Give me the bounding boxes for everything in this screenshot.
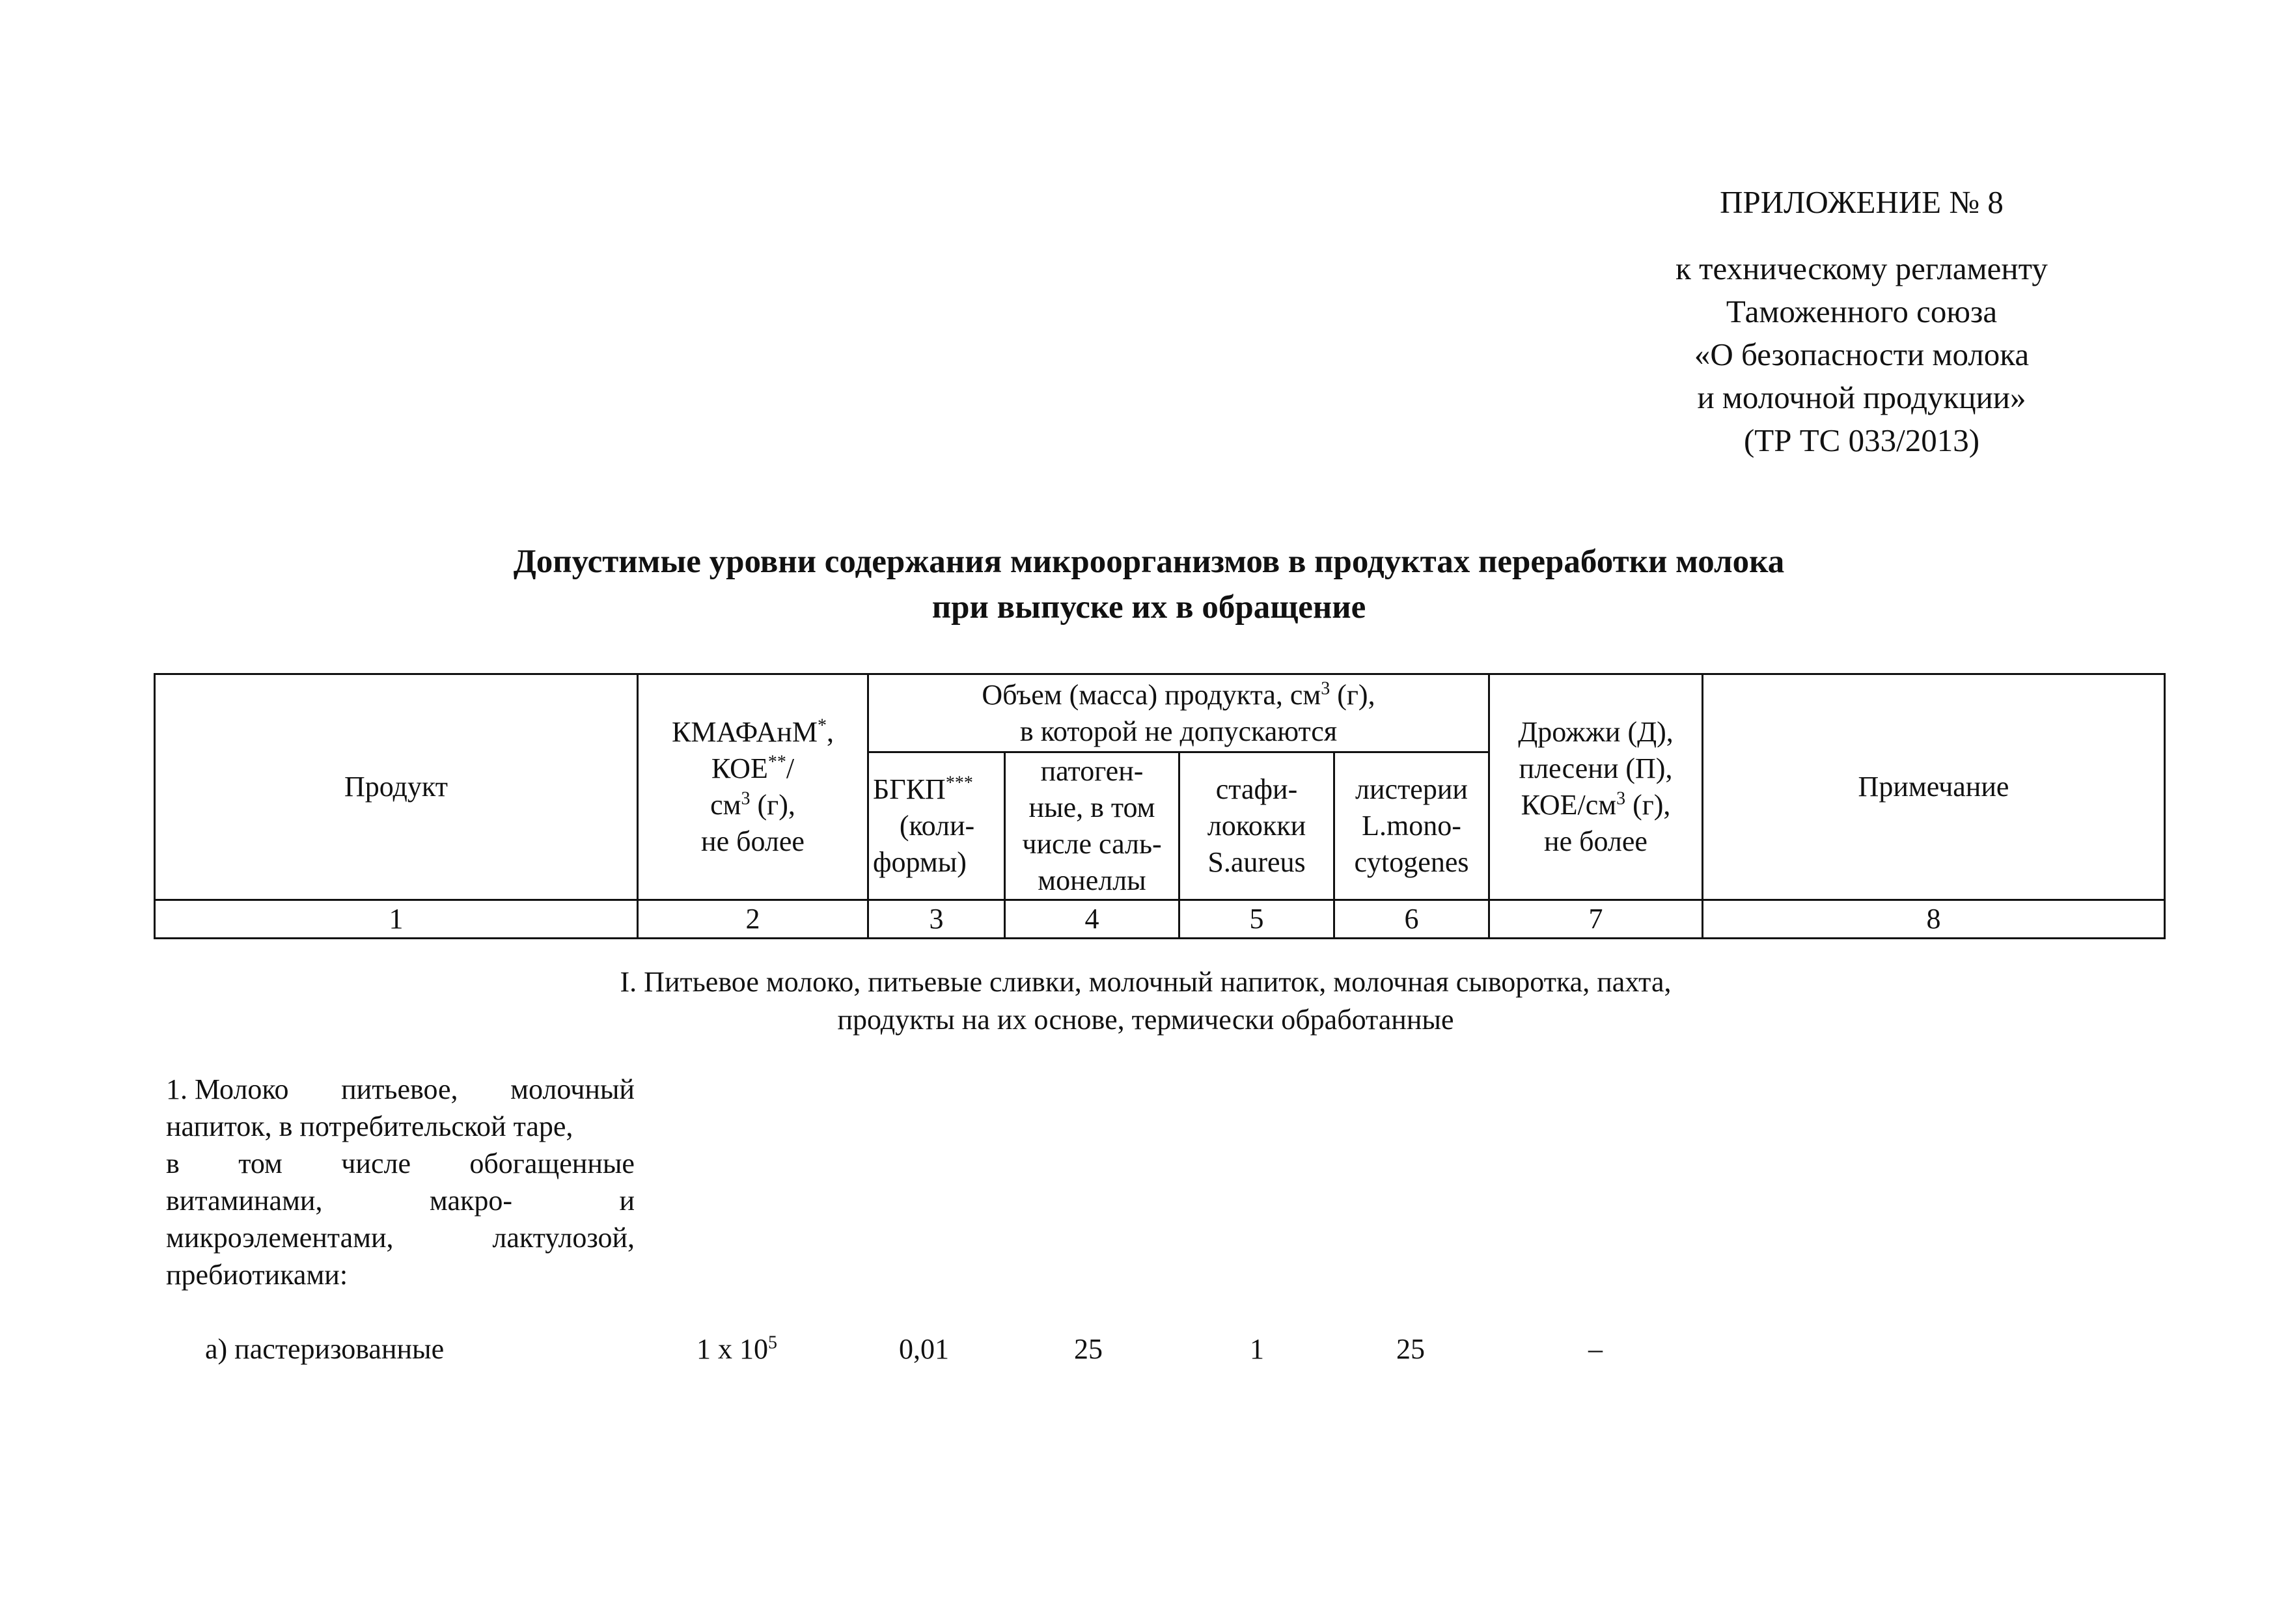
bgkp-sup: *** xyxy=(945,773,973,793)
col-header-note xyxy=(1703,674,2165,900)
volume-sup: 3 xyxy=(1321,678,1330,698)
item-word: лактулозой, xyxy=(492,1222,635,1254)
column-number: 6 xyxy=(1334,900,1489,939)
item-line xyxy=(166,1071,635,1108)
column-number-row xyxy=(155,900,2165,939)
section-heading xyxy=(365,963,1927,1039)
item-word: молочный xyxy=(510,1073,635,1105)
kmafanm-line1-tail: , xyxy=(826,716,834,748)
col-header-bgkp xyxy=(868,752,1005,900)
yeast-line3: КОЕ/см xyxy=(1521,789,1617,821)
col-header-yeast xyxy=(1489,674,1703,900)
column-number: 3 xyxy=(868,900,1005,939)
item-word: числе xyxy=(341,1148,411,1179)
item-word: том xyxy=(238,1148,283,1179)
row-pathogens: 25 xyxy=(1074,1333,1103,1365)
bgkp-line2: (коли- xyxy=(899,810,975,842)
column-number: 8 xyxy=(1703,900,2165,939)
kmafanm-line3: см xyxy=(710,789,741,821)
annex-ref-line: Таможенного союза xyxy=(1726,294,1998,329)
document-title xyxy=(260,539,2037,630)
item-word: пребиотиками: xyxy=(166,1259,348,1291)
annex-reference xyxy=(1562,247,2161,462)
item-line xyxy=(166,1182,635,1219)
column-number: 7 xyxy=(1489,900,1703,939)
annex-ref-line: и молочной продукции» xyxy=(1697,379,2026,415)
table-row xyxy=(0,1331,2288,1370)
yeast-line3-tail: (г), xyxy=(1625,789,1671,821)
yeast-sup: 3 xyxy=(1616,788,1626,809)
row-kmafanm-base: 1 x 10 xyxy=(696,1333,768,1365)
column-number: 5 xyxy=(1179,900,1334,939)
yeast-line2: плесени (П), xyxy=(1519,752,1673,784)
pathogens-line: монеллы xyxy=(1038,864,1146,896)
item-line xyxy=(166,1108,635,1145)
title-line: при выпуске их в обращение xyxy=(931,589,1366,626)
kmafanm-line1: КМАФАнМ xyxy=(672,716,818,748)
pathogens-line: числе саль- xyxy=(1022,828,1162,860)
col-header-product-label: Продукт xyxy=(344,771,448,803)
yeast-line1: Дрожжи (Д), xyxy=(1518,716,1674,748)
item-word: макро- xyxy=(429,1185,513,1217)
bgkp-line3: формы) xyxy=(873,846,967,878)
kmafanm-sup2: ** xyxy=(767,752,786,773)
item-word: 1. Молоко xyxy=(166,1073,289,1105)
yeast-line4: не более xyxy=(1544,825,1647,857)
annex-title: ПРИЛОЖЕНИЕ № 8 xyxy=(1720,184,2004,220)
row-yeast: – xyxy=(1588,1333,1603,1365)
annex-ref-line: к техническому регламенту xyxy=(1675,251,2048,286)
staph-line: лококки xyxy=(1207,810,1306,842)
header-table xyxy=(154,673,2166,939)
row-listeria: 25 xyxy=(1396,1333,1425,1365)
col-header-pathogens xyxy=(1005,752,1179,900)
col-header-product xyxy=(155,674,638,900)
col-header-listeria xyxy=(1334,752,1489,900)
kmafanm-sup3: 3 xyxy=(741,788,751,809)
title-line: Допустимые уровни содержания микроорганизмов в продуктах переработки молока xyxy=(513,544,1785,580)
row-product: а) пастеризованные xyxy=(205,1333,445,1365)
row-staph: 1 xyxy=(1250,1333,1264,1365)
volume-line1: Объем (масса) продукта, см xyxy=(982,678,1321,711)
column-number: 4 xyxy=(1005,900,1179,939)
volume-line1-tail: (г), xyxy=(1330,678,1375,711)
item-word: витаминами, xyxy=(166,1185,323,1217)
pathogens-line: патоген- xyxy=(1040,755,1144,787)
staph-line: стафи- xyxy=(1215,773,1298,805)
item-word: и xyxy=(619,1185,635,1217)
listeria-line: листерии xyxy=(1355,773,1468,805)
item-word: обогащенные xyxy=(469,1148,635,1179)
row-bgkp: 0,01 xyxy=(899,1333,949,1365)
row-kmafanm-exp: 5 xyxy=(768,1332,777,1353)
annex-ref-line: «О безопасности молока xyxy=(1694,337,2030,372)
annex-ref-line: (ТР ТС 033/2013) xyxy=(1743,422,1980,458)
col-header-note-label: Примечание xyxy=(1858,771,2009,803)
listeria-line: cytogenes xyxy=(1354,846,1469,878)
bgkp-line1: БГКП xyxy=(873,773,946,805)
section-heading-line: продукты на их основе, термически обработанные xyxy=(837,1004,1454,1036)
kmafanm-line3-tail: (г), xyxy=(750,789,795,821)
kmafanm-line2: КОЕ xyxy=(711,752,768,784)
row-kmafanm xyxy=(696,1331,777,1368)
item-line xyxy=(166,1256,635,1293)
staph-line: S.aureus xyxy=(1207,846,1306,878)
section-heading-line: I. Питьевое молоко, питьевые сливки, молочный напиток, молочная сыворотка, пахта, xyxy=(620,966,1672,998)
col-group-volume xyxy=(868,674,1489,752)
item-word: микроэлементами, xyxy=(166,1222,394,1254)
column-number: 1 xyxy=(155,900,638,939)
pathogens-line: ные, в том xyxy=(1028,791,1155,823)
item-word: в xyxy=(166,1148,180,1179)
volume-line2: в которой не допускаются xyxy=(1019,715,1338,747)
item-word: питьевое, xyxy=(341,1073,458,1105)
column-number: 2 xyxy=(638,900,868,939)
item-description xyxy=(166,1071,635,1293)
item-line xyxy=(166,1219,635,1256)
item-line xyxy=(166,1145,635,1182)
col-header-staph xyxy=(1179,752,1334,900)
col-header-kmafanm xyxy=(638,674,868,900)
kmafanm-sup1: * xyxy=(817,715,827,736)
kmafanm-line4: не более xyxy=(701,825,805,857)
listeria-line: L.mono- xyxy=(1362,810,1461,842)
item-word: напиток, в потребительской таре, xyxy=(166,1110,573,1142)
kmafanm-line2-tail: / xyxy=(786,752,795,784)
